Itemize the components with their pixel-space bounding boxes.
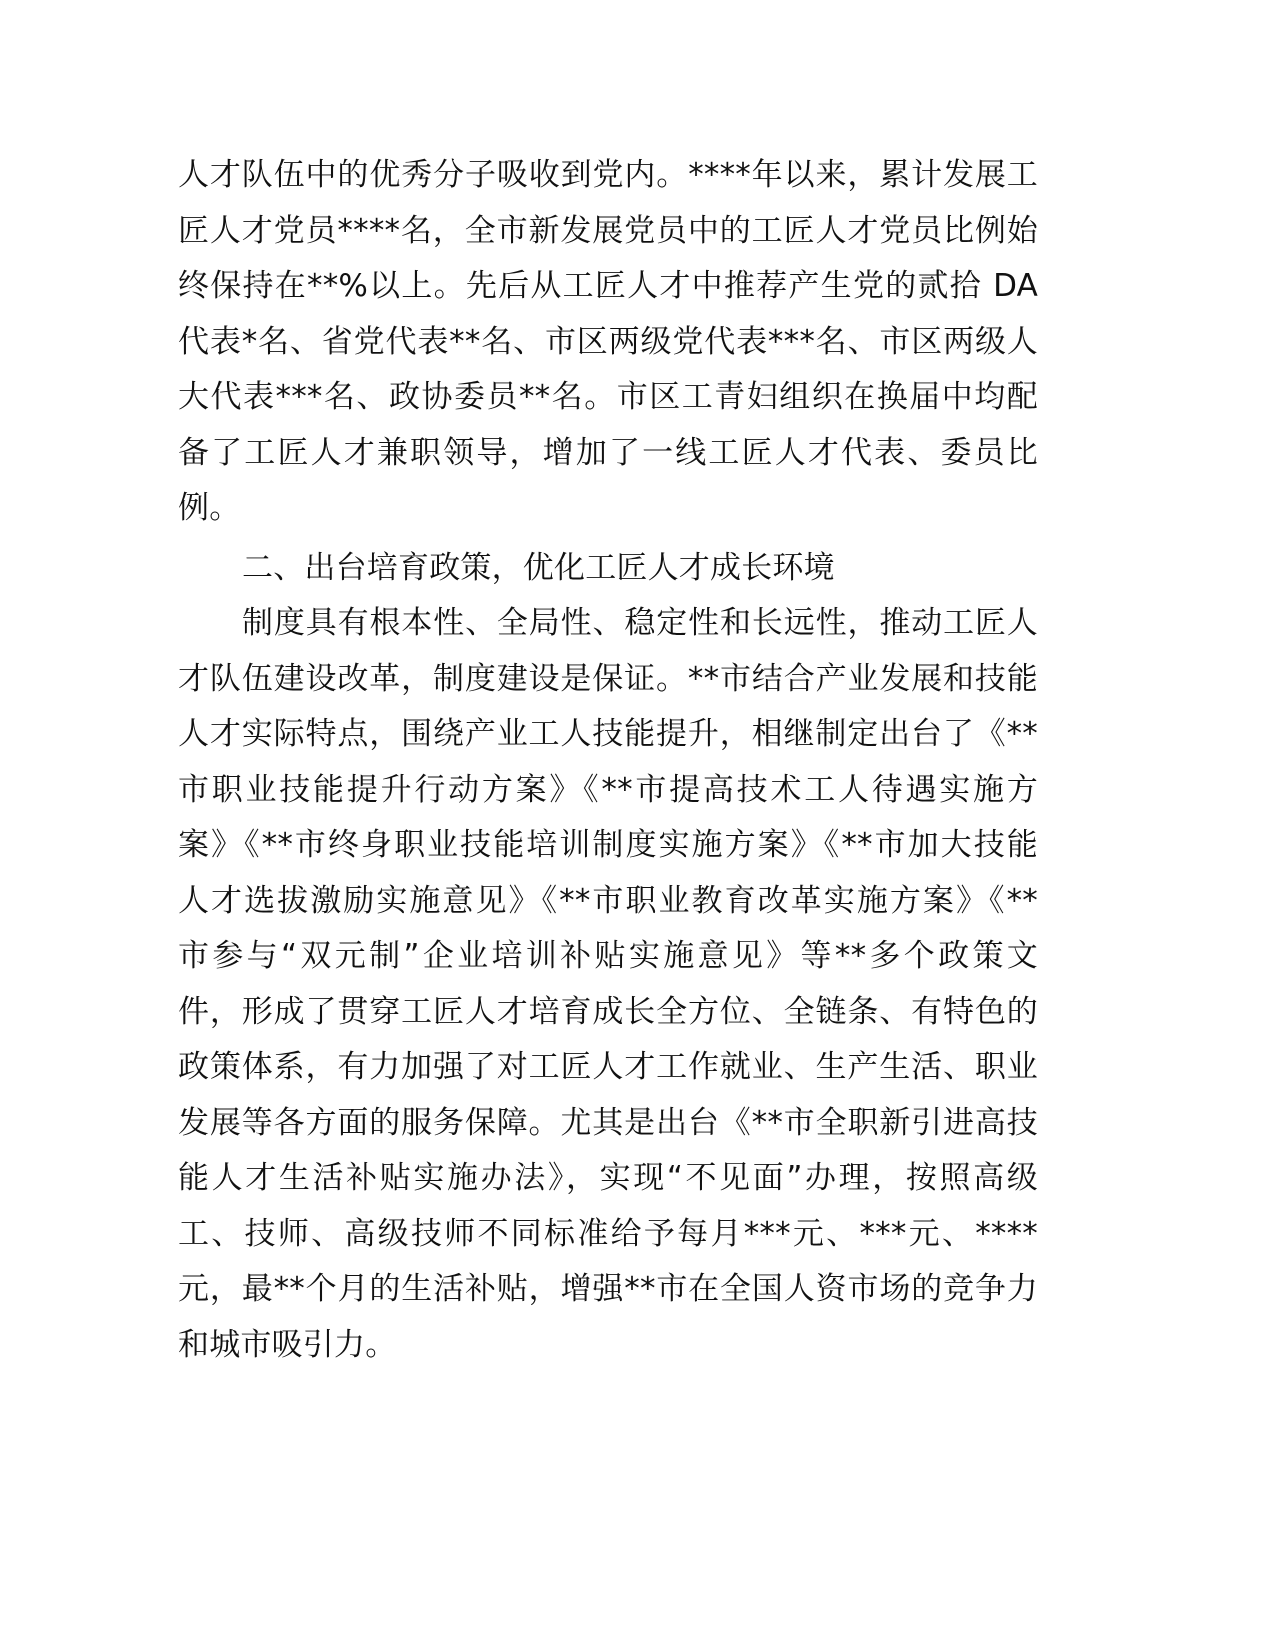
text-line: 人才选拔激励实施意见》《**市职业教育改革实施方案》《** xyxy=(178,882,1038,919)
text-line: 匠人才党员****名，全市新发展党员中的工匠人才党员比例始 xyxy=(178,212,1038,249)
text-line: 市参与“双元制”企业培训补贴实施意见》等**多个政策文 xyxy=(178,938,1038,974)
text-line: 工、技师、高级技师不同标准给予每月***元、***元、**** xyxy=(178,1215,1038,1252)
text-line: 备了工匠人才兼职领导，增加了一线工匠人才代表、委员比 xyxy=(178,434,1038,471)
text-line: 能人才生活补贴实施办法》，实现“不见面”办理，按照高级 xyxy=(178,1160,1038,1196)
text-line: 制度具有根本性、全局性、稳定性和长远性，推动工匠人 xyxy=(242,605,1038,641)
text-line: 大代表***名、政协委员**名。市区工青妇组织在换届中均配 xyxy=(178,379,1038,415)
text-line: 政策体系，有力加强了对工匠人才工作就业、生产生活、职业 xyxy=(178,1049,1038,1085)
document-page xyxy=(178,148,1038,1373)
paragraph-2 xyxy=(178,596,1038,1373)
text-line: 代表*名、省党代表**名、市区两级党代表***名、市区两级人 xyxy=(178,323,1038,360)
text-line: 件，形成了贯穿工匠人才培育成长全方位、全链条、有特色的 xyxy=(178,993,1038,1030)
text-line: 人才队伍中的优秀分子吸收到党内。****年以来，累计发展工 xyxy=(178,157,1038,193)
text-line: 元，最**个月的生活补贴，增强**市在全国人资市场的竞争力 xyxy=(178,1271,1038,1307)
text-line: 例。 xyxy=(178,490,241,526)
text-line: 和城市吸引力。 xyxy=(178,1326,397,1363)
text-line: 才队伍建设改革，制度建设是保证。**市结合产业发展和技能 xyxy=(178,660,1038,697)
text-line: 人才实际特点，围绕产业工人技能提升，相继制定出台了《** xyxy=(178,716,1038,752)
paragraph-1 xyxy=(178,148,1038,537)
section-heading: 二、出台培育政策，优化工匠人才成长环境 xyxy=(242,549,835,586)
text-line: 终保持在**%以上。先后从工匠人才中推荐产生党的贰拾 DA xyxy=(178,268,1038,304)
text-line: 发展等各方面的服务保障。尤其是出台《**市全职新引进高技 xyxy=(178,1104,1038,1141)
text-line: 市职业技能提升行动方案》《**市提高技术工人待遇实施方 xyxy=(178,771,1038,808)
text-line: 案》《**市终身职业技能培训制度实施方案》《**市加大技能 xyxy=(178,827,1038,863)
